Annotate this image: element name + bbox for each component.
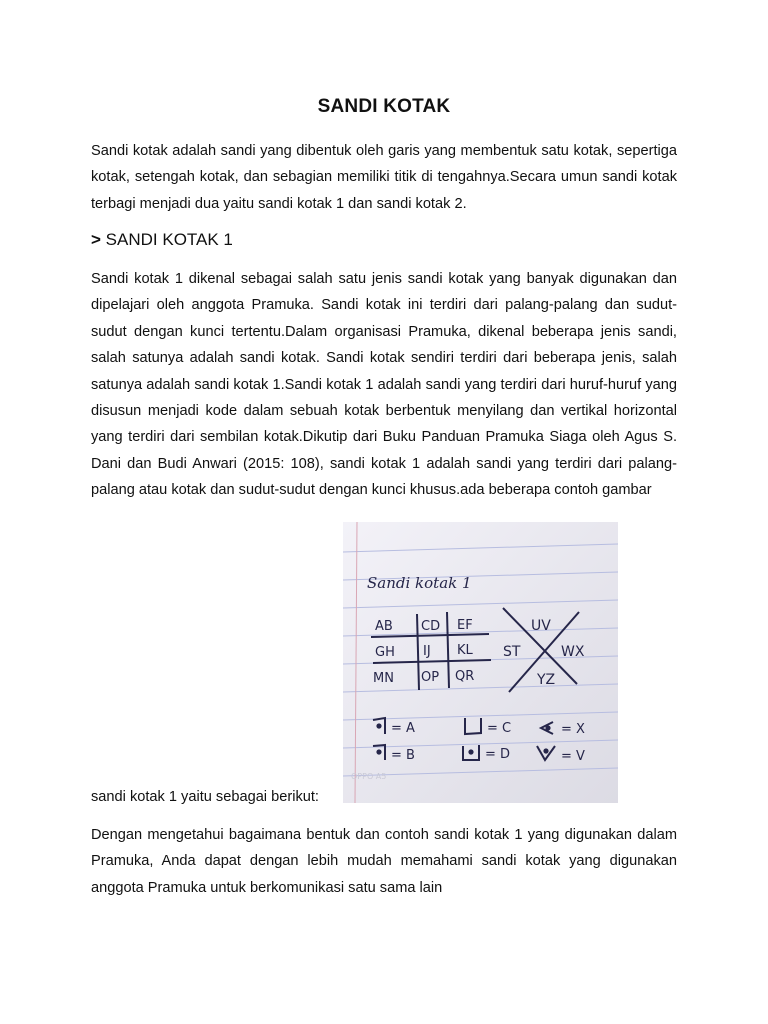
grid-cell: OP [421, 670, 440, 685]
heading-marker: > [91, 230, 101, 249]
camera-watermark: OPPO A5 [351, 772, 387, 781]
x-cell: WX [561, 644, 585, 660]
x-cell: ST [503, 644, 521, 660]
grid-cell: KL [457, 643, 473, 658]
intro-paragraph: Sandi kotak adalah sandi yang dibentuk oleh garis yang membentuk satu kotak, sepertiga kotak, setengah kotak, dan sebagian memiliki titik di tengahnya.Secara umun sandi kotak terbagi menjadi dua yaitu sandi kotak 1 dan sandi kotak 2. [91, 143, 677, 212]
svg-text:= V: = V [561, 749, 585, 764]
photo-title: Sandi kotak 1 [367, 574, 472, 592]
section-body-paragraph: Sandi kotak 1 dikenal sebagai salah satu jenis sandi kotak yang banyak digunakan dan dipelajari oleh anggota Pramuka. Sandi kotak ini terdiri dari palang-palang dan sudut-sudut dengan kunci tertentu.Dalam organisasi Pramuka, dikenal beberapa jenis sandi, salah satunya adalah sandi kotak. Sandi kotak sendiri terdiri dari beberapa jenis, salah satunya adalah sandi kotak 1.Sandi kotak 1 adalah sandi yang terdiri dari huruf-huruf yang disusun menjadi kode dalam sebuah kotak berbentuk menyilang dan vertikal horizontal yang terdiri dari sembilan kotak.Dikutip dari Buku Panduan Pramuka Siaga oleh Agus S. Dani dan Budi Anwari (2015: 108), sandi kotak 1 adalah sandi yang terdiri dari palang-palang atau kotak dan sudut-sudut dengan kunci khusus.ada beberapa contoh gambar [91, 271, 677, 499]
section-heading [91, 230, 233, 250]
handwritten-sandi-photo [343, 522, 618, 803]
svg-text:= X: = X [561, 722, 585, 737]
document-title: SANDI KOTAK [317, 96, 451, 117]
svg-text:= D: = D [485, 747, 511, 762]
svg-text:= B: = B [391, 748, 415, 763]
heading-text: SANDI KOTAK 1 [105, 230, 233, 249]
grid-cell: GH [375, 645, 395, 660]
closing-paragraph: Dengan mengetahui bagaimana bentuk dan contoh sandi kotak 1 yang digunakan dalam Pramuka, Anda dapat dengan lebih mudah memahami sandi kotak yang digunakan anggota Pramuka untuk berkomunikasi satu sama lain [91, 827, 677, 896]
svg-text:= A: = A [391, 721, 415, 736]
figure-caption: sandi kotak 1 yaitu sebagai berikut: [91, 789, 319, 805]
x-cell: YZ [537, 672, 556, 688]
x-cell: UV [531, 618, 551, 634]
grid-cell: MN [373, 671, 394, 686]
grid-cell: QR [455, 669, 475, 684]
grid-cell: EF [457, 618, 473, 633]
grid-cell: CD [421, 619, 441, 634]
grid-letters [373, 618, 474, 686]
grid-cell: AB [375, 619, 393, 634]
svg-text:= C: = C [487, 721, 512, 736]
grid-cell: IJ [423, 644, 431, 659]
